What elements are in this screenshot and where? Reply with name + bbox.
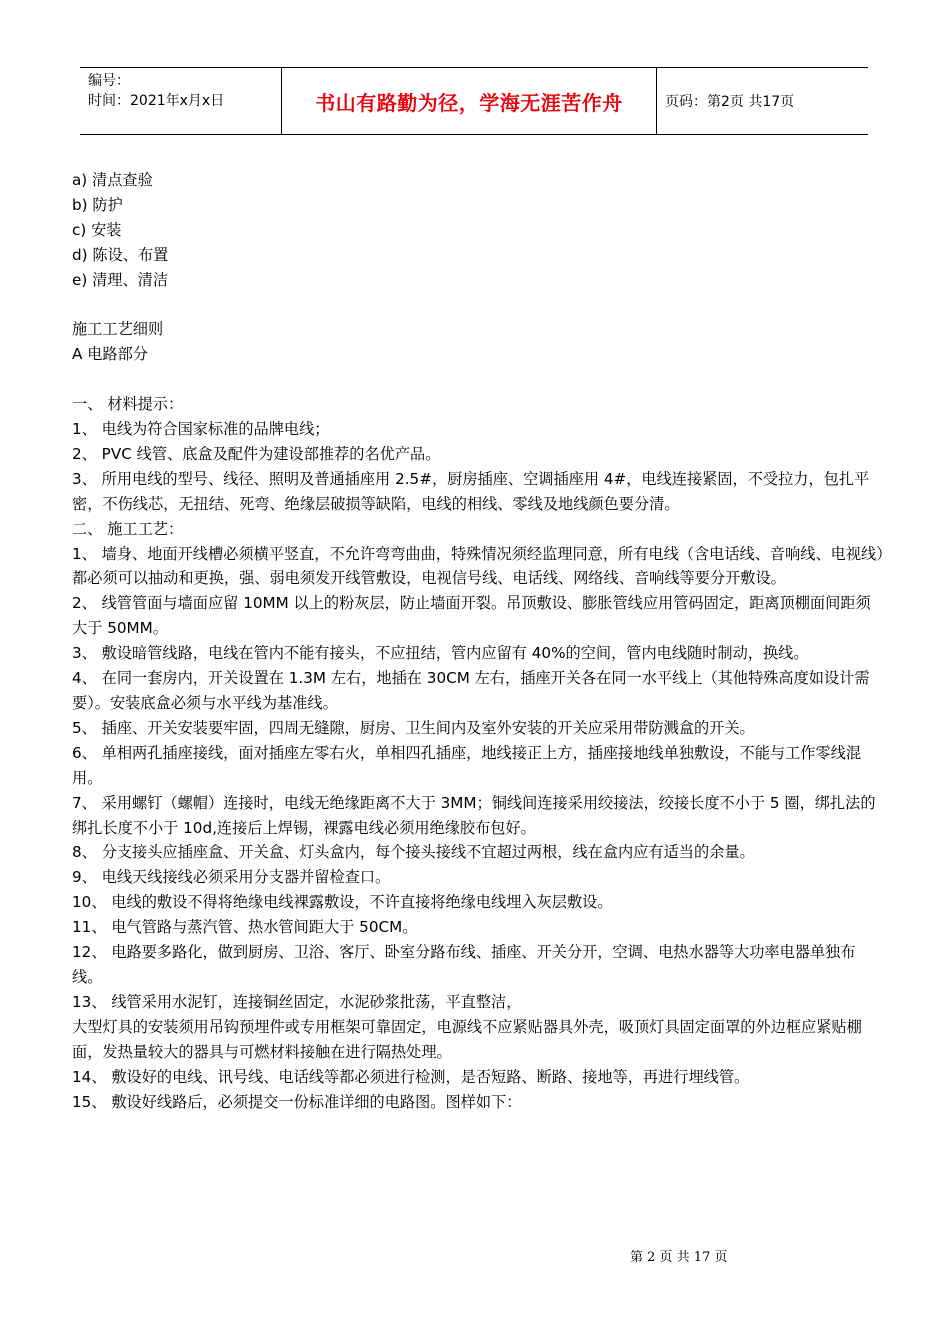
header-page-info: 页码：第2页 共17页 [665,94,795,110]
process-heading: 二、 施工工艺： [72,519,184,538]
process-item: 12、 电路要多路化，做到厨房、卫浴、客厅、卧室分路布线、插座、开关分开，空调、电热水器等大功率电器单独布线。 [72,943,856,986]
materials-item: 2、 PVC 线管、底盒及配件为建设部推荐的名优产品。 [72,444,441,463]
step-item: e) 清理、清洁 [72,270,169,289]
materials-heading: 一、 材料提示： [72,395,184,414]
process-item: 4、 在同一套房内，开关设置在 1.3M 左右，地插在 30CM 左右，插座开关各在同一水平线上（其他特殊高度如设计需要）。安装底盒必须与水平线为基准线。 [72,669,870,712]
process-item: 5、 插座、开关安装要牢固，四周无缝隙，厨房、卫生间内及室外安装的开关应采用带防溅盒的开关。 [72,718,755,737]
process-item: 3、 敷设暗管线路，电线在管内不能有接头，不应扭结，管内应留有 40%的空间，管内电线随时制动，换线。 [72,644,809,663]
step-item: d) 陈设、布置 [72,245,169,264]
materials-item: 1、 电线为符合国家标准的品牌电线； [72,420,330,439]
process-item: 9、 电线天线接线必须采用分支器并留检查口。 [72,868,391,887]
header-motto: 书山有路勤为径，学海无涯苦作舟 [315,90,623,115]
header-motto-cell [282,68,657,134]
document-header [80,67,868,135]
header-meta [80,68,282,134]
spacer [72,367,884,392]
step-item: a) 清点查验 [72,171,153,189]
process-item: 1、 墙身、地面开线槽必须横平竖直，不允许弯弯曲曲，特殊情况须经监理同意，所有电线（含电话线、音响线、电视线）都必须可以抽动和更换，强、弱电须发开线管敷设，电视信号线、电话线、网络线、音响线等要分开敷设。 [72,544,884,588]
header-number-label: 编号： [88,73,130,89]
materials-item: 3、 所用电线的型号、线径、照明及普通插座用 2.5#，厨房插座、空调插座用 4#，电线连接紧固，不受拉力，包扎平密，不伤线芯，无扭结、死弯、绝缘层破损等缺陷，电线的相线、零线及地线颜色要分清。 [72,469,870,513]
page-footer: 第 2 页 共 17 页 [630,1250,728,1265]
document-body [72,168,884,1114]
process-item: 7、 采用螺钉（螺帽）连接时，电线无绝缘距离不大于 3MM；铜线间连接采用绞接法，绞接长度不小于 5 圈，绑扎法的绑扎长度不小于 10d,连接后上焊锡，裸露电线必须用绝缘胶布包好。 [72,793,876,837]
process-item: 大型灯具的安装须用吊钩预埋件或专用框架可靠固定，电源线不应紧贴器具外壳，吸顶灯具固定面罩的外边框应紧贴棚面，发热量较大的器具与可燃材料接触在进行隔热处理。 [72,1017,862,1061]
step-item: c) 安装 [72,220,122,239]
process-item: 2、 线管管面与墙面应留 10MM 以上的粉灰层，防止墙面开裂。吊顶敷设、膨胀管线应用管码固定，距离顶棚面间距须大于 50MM。 [72,594,871,638]
process-item: 8、 分支接头应插座盒、开关盒、灯头盒内，每个接头接线不宜超过两根，线在盒内应有适当的余量。 [72,843,755,862]
process-item: 13、 线管采用水泥钉，连接铜丝固定，水泥砂浆批荡，平直整洁， [72,992,522,1011]
header-time-label: 时间：2021年x月x日 [88,93,225,109]
process-item: 6、 单相两孔插座接线，面对插座左零右火，单相四孔插座，地线接正上方，插座接地线单独敷设，不能与工作零线混用。 [72,743,862,787]
step-item: b) 防护 [72,195,123,214]
process-item: 15、 敷设好线路后，必须提交一份标准详细的电路图。图样如下： [72,1092,522,1111]
spacer [72,293,884,318]
process-item: 14、 敷设好的电线、讯号线、电话线等都必须进行检测，是否短路、断路、接地等，再进行埋线管。 [72,1067,750,1086]
process-item: 11、 电气管路与蒸汽管、热水管间距大于 50CM。 [72,918,418,937]
section-title: 施工工艺细则 [72,320,164,339]
process-item: 10、 电线的敷设不得将绝缘电线裸露敷设，不许直接将绝缘电线埋入灰层敷设。 [72,893,613,912]
section-subtitle: A 电路部分 [72,345,148,364]
